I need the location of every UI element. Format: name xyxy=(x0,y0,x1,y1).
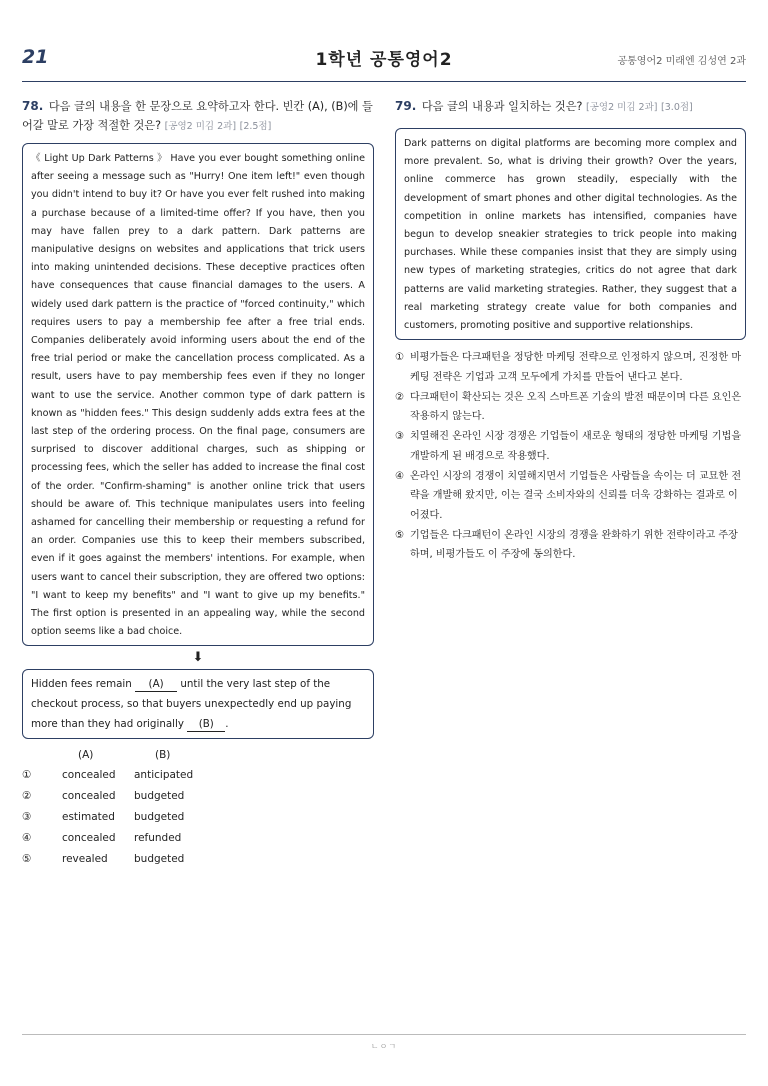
question-78 xyxy=(22,97,374,874)
choice-a-value: concealed xyxy=(62,832,116,845)
choice-mark: ⑤ xyxy=(22,853,32,866)
question-79-source: [공영2 미김 2과] xyxy=(586,102,658,113)
summary-text-1: Hidden fees remain xyxy=(31,678,132,691)
option-mark: ④ xyxy=(395,470,405,482)
question-79-passage: Dark patterns on digital platforms are becoming more complex and more prevalent. So, what is driving their growth? Over the years, online commerce has grown steadily, especially with the development of smart phones and other digital technologies. As the competition in online markets has intensified, companies have begun to develop sneakier strategies to trick people into making purchases. While these companies insist that they are simply using new types of marketing strategies, critics do not agree that dark patterns are valid marketing strategies. Rather, they suggest that a real marketing strategy create value for both companies and customers, promoting positive and supportive relationships. xyxy=(395,128,746,340)
option-3[interactable] xyxy=(395,427,746,466)
summary-text-3: . xyxy=(225,718,229,731)
question-79-number: 79. xyxy=(395,99,417,113)
question-78-heading xyxy=(22,97,374,136)
question-78-number: 78. xyxy=(22,99,44,113)
summary-box xyxy=(22,669,374,739)
footer-mark: ㄴㅇㄱ xyxy=(370,1042,398,1051)
choice-mark: ② xyxy=(22,790,32,803)
option-2[interactable] xyxy=(395,388,746,427)
question-78-instruction: 다음 글의 내용을 한 문장으로 요약하고자 한다. 빈칸 (A), (B)에 들어갈 말로 가장 적절한 것은? xyxy=(22,100,373,132)
choice-row[interactable] xyxy=(22,811,374,832)
option-text: 기업들은 다크패턴이 온라인 시장의 경쟁을 완화하기 위한 전략이라고 주장하며, 비평가들도 이 주장에 동의한다. xyxy=(410,529,738,561)
question-79-heading xyxy=(395,97,746,117)
choice-row[interactable] xyxy=(22,790,374,811)
choice-mark: ④ xyxy=(22,832,32,845)
blank-a: (A) xyxy=(135,678,177,692)
option-mark: ② xyxy=(395,391,405,403)
option-4[interactable] xyxy=(395,467,746,526)
option-mark: ⑤ xyxy=(395,529,405,541)
down-arrow-icon: ⬇ xyxy=(192,650,204,666)
option-mark: ① xyxy=(395,352,405,364)
choice-a-value: revealed xyxy=(62,853,108,866)
footer-divider xyxy=(22,1034,746,1035)
choice-row[interactable] xyxy=(22,769,374,790)
choices-header-b: (B) xyxy=(155,749,171,762)
option-text: 치열해진 온라인 시장 경쟁은 기업들이 새로운 형태의 정당한 마케팅 기법을 개발하게 된 배경으로 작용했다. xyxy=(410,431,742,462)
question-79-options xyxy=(395,348,746,565)
choice-a-value: concealed xyxy=(62,790,116,803)
choice-mark: ③ xyxy=(22,811,32,824)
option-text: 다크패턴이 확산되는 것은 오직 스마트폰 기술의 발전 때문이며 다른 요인은 작용하지 않는다. xyxy=(410,391,742,423)
blank-b: (B) xyxy=(187,718,225,732)
choice-a-value: concealed xyxy=(62,769,116,782)
option-5[interactable] xyxy=(395,526,746,565)
choice-b-value: refunded xyxy=(134,832,182,845)
question-78-passage: 《 Light Up Dark Patterns 》 Have you ever bought something online after seeing a message such as "Hurry! One item left!" even though you didn't intend to buy it? Or have you ever felt rushed into making a purchase because of a limited-time offer? If you have, then you may have fallen prey to a dark pattern. Dark patterns are manipulative designs on websites and applications that trick users into making unintended decisions. These deceptive practices often have consequences that cause financial damages to the users. A widely used dark pattern is the practice of "forced continuity," which requires users to pay a membership fee after a free trial ends. Companies deliberately avoid informing users about the end of the free trial period or make the cancellation process complicated. As a result, users have to pay membership fees even if they no longer want to use the service. Another common type of dark pattern is known as "hidden fees." This design suddenly adds extra fees at the last step of the ordering process. On the final page, consumers are surprised to discover additional charges, such as shipping or processing fees, which the seller has added to increase the final cost of the order. "Confirm-shaming" is another online trick that users should be aware of. This technique manipulates users into feeling ashamed for cancelling their membership or requesting a refund for an order. Companies use this to keep their members subscribed, even if it goes against the members' intentions. For example, when users want to cancel their subscription, they are offered two options: "I want to keep my benefits" and "I want to give up my benefits." The first option is presented in an appealing way, while the second option seems like a bad choice. xyxy=(22,143,374,646)
question-78-source: [공영2 미김 2과] xyxy=(164,121,237,132)
subject-label: 공통영어2 미래엔 김성연 2과 xyxy=(617,56,746,67)
header-divider xyxy=(22,81,746,82)
choice-mark: ① xyxy=(22,769,32,782)
choices-header-a: (A) xyxy=(78,749,94,762)
choices-header xyxy=(22,749,374,769)
option-text: 비평가들은 다크패턴을 정당한 마케팅 전략으로 인정하지 않으며, 진정한 마케팅 전략은 기업과 고객 모두에게 가치를 만들어 낸다고 본다. xyxy=(410,352,742,383)
summary-text-2: until the very last step of the checkout process, so that buyers unexpectedly end up paying more than they had originally xyxy=(31,678,352,731)
choice-b-value: budgeted xyxy=(134,790,185,803)
choice-b-value: budgeted xyxy=(134,811,185,824)
page-number: 21 xyxy=(22,46,49,68)
choice-b-value: budgeted xyxy=(134,853,185,866)
choice-a-value: estimated xyxy=(62,811,115,824)
question-79-points: [3.0점] xyxy=(661,102,693,113)
option-text: 온라인 시장의 경쟁이 치열해지면서 기업들은 사람들을 속이는 더 교묘한 전략을 개발해 왔지만, 이는 결국 소비자와의 신뢰를 더욱 강화하는 결과로 이어졌다. xyxy=(410,470,742,521)
option-mark: ③ xyxy=(395,431,405,443)
question-79-instruction: 다음 글의 내용과 일치하는 것은? xyxy=(421,100,583,113)
choice-b-value: anticipated xyxy=(134,769,194,782)
choice-row[interactable] xyxy=(22,832,374,853)
page-title: 1학년 공통영어2 xyxy=(315,50,453,70)
choice-row[interactable] xyxy=(22,853,374,874)
page-header xyxy=(22,40,746,80)
question-78-points: [2.5점] xyxy=(239,121,272,132)
option-1[interactable] xyxy=(395,348,746,387)
question-79 xyxy=(395,97,746,565)
